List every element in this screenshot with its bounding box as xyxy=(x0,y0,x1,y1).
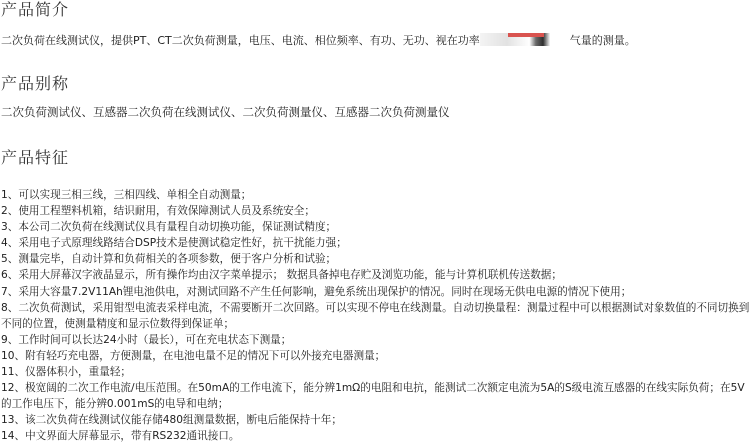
feature-item: 8、二次负荷测试，采用钳型电流表采样电流，不需要断开二次回路。可以实现不停电在线测量。自动切换量程：测量过程中可以根据测试对象数值的不同切换到不同的位置，使测量精度和显示位数得到保证单； xyxy=(1,301,750,330)
feature-item: 14、中文界面大屏幕显示，带有RS232通讯接口。 xyxy=(1,430,240,443)
masked-tag xyxy=(508,33,544,37)
intro-text-before: 二次负荷在线测试仪，提供PT、CT二次负荷测量，电压、电流、相位频率、有功、无功、视在功率 xyxy=(1,34,480,47)
feature-item: 6、采用大屏幕汉字液晶显示，所有操作均由汉字菜单提示； 数据具备掉电存贮及浏览功能，能与计算机联机传送数据； xyxy=(1,269,562,282)
feature-list xyxy=(1,187,751,445)
feature-item: 11、仪器体积小，重量轻； xyxy=(1,366,132,379)
feature-item: 4、采用电子式原理线路结合DSP技术是使测试稳定性好，抗干扰能力强； xyxy=(1,237,347,250)
feature-item: 5、测量完毕，自动计算和负荷相关的各项参数，便于客户分析和试验； xyxy=(1,253,337,266)
feature-item: 1、可以实现三相三线，三相四线、单相全自动测量； xyxy=(1,189,252,201)
intro-paragraph xyxy=(1,33,749,49)
feature-item: 10、附有轻巧充电器，方便测量，在电池电量不足的情况下可以外接充电器测量； xyxy=(1,349,386,362)
intro-text-after: 气量的测量。 xyxy=(569,34,636,47)
feature-item: 13、该二次负荷在线测试仪能存储480组测量数据，断电后能保持十年； xyxy=(1,414,342,427)
alias-paragraph: 二次负荷测试仪、互感器二次负荷在线测试仪、二次负荷测量仪、互感器二次负荷测量仪 xyxy=(1,105,450,119)
feature-item: 12、极宽阔的二次工作电流/电压范围。在50mA的工作电流下，能分辨1mΩ的电阻和电抗，能测试二次额定电流为5A的S级电流互感器的在线实际负荷；在5V的工作电压下，能分辨0.001mS的电导和电纳； xyxy=(1,382,745,411)
section-title-intro: 产品简介 xyxy=(1,0,70,19)
feature-item: 2、使用工程塑料机箱，结识耐用，有效保障测试人员及系统安全； xyxy=(1,205,315,218)
feature-item: 3、本公司二次负荷在线测试仪具有量程自动切换功能，保证测试精度； xyxy=(1,221,337,234)
feature-item: 9、工作时间可以长达24小时（最长），可在充电状态下测量； xyxy=(1,333,292,346)
section-title-alias: 产品别称 xyxy=(1,74,70,93)
feature-item: 7、采用大容量7.2V11Ah锂电池供电，对测试回路不产生任何影响，避免系统出现保护的情况。同时在现场无供电电源的情况下使用； xyxy=(1,285,632,298)
masked-image-strip xyxy=(480,33,570,46)
section-title-features: 产品特征 xyxy=(1,148,70,167)
